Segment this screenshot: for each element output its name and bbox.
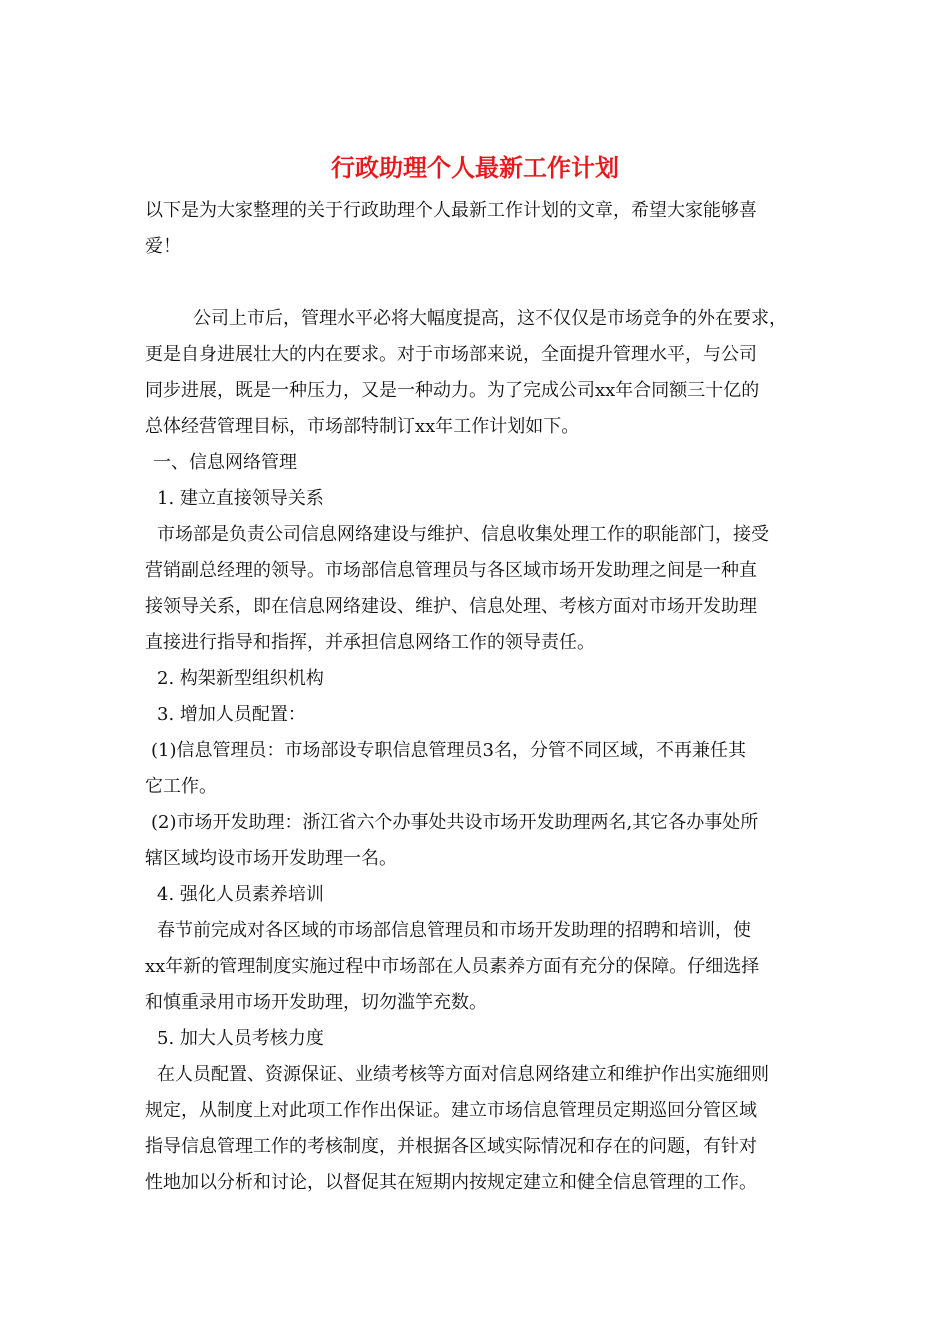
text-line: 辖区域均设市场开发助理一名。	[145, 848, 397, 869]
text-line: 春节前完成对各区域的市场部信息管理员和市场开发助理的招聘和培训，使	[157, 920, 751, 941]
item-4-heading: 4. 强化人员素养培训	[157, 884, 324, 905]
item-3-heading: 3. 增加人员配置：	[157, 704, 306, 725]
text-line: 总体经营管理目标，市场部特制订xx年工作计划如下。	[145, 416, 580, 437]
text-line: xx年新的管理制度实施过程中市场部在人员素养方面有充分的保障。仔细选择	[145, 956, 760, 977]
text-line: 直接进行指导和指挥，并承担信息网络工作的领导责任。	[145, 632, 595, 653]
section-heading-1: 一、信息网络管理	[153, 452, 297, 473]
item-5-text	[145, 1057, 815, 1201]
text-line: 性地加以分析和讨论，以督促其在短期内按规定建立和健全信息管理的工作。	[145, 1172, 757, 1193]
text-line: 营销副总经理的领导。市场部信息管理员与各区域市场开发助理之间是一种直	[145, 560, 757, 581]
item-1-heading: 1. 建立直接领导关系	[157, 488, 324, 509]
text-line: (2)市场开发助理：浙江省六个办事处共设市场开发助理两名,其它各办事处所	[151, 812, 759, 833]
text-line: 更是自身进展壮大的内在要求。对于市场部来说，全面提升管理水平，与公司	[145, 344, 757, 365]
text-line: 接领导关系，即在信息网络建设、维护、信息处理、考核方面对市场开发助理	[145, 596, 757, 617]
text-line: 指导信息管理工作的考核制度，并根据各区域实际情况和存在的问题，有针对	[145, 1136, 757, 1157]
paragraph-1	[145, 301, 815, 445]
text-line: 以下是为大家整理的关于行政助理个人最新工作计划的文章，希望大家能够喜	[145, 200, 757, 221]
text-line: 它工作。	[145, 776, 217, 797]
text-line: 同步进展，既是一种压力，又是一种动力。为了完成公司xx年合同额三十亿的	[145, 380, 760, 401]
document-body	[145, 193, 815, 1201]
text-line: 和慎重录用市场开发助理，切勿滥竽充数。	[145, 992, 487, 1013]
text-line: 公司上市后，管理水平必将大幅度提高，这不仅仅是市场竞争的外在要求，	[193, 308, 787, 329]
text-line: 市场部是负责公司信息网络建设与维护、信息收集处理工作的职能部门，接受	[157, 524, 769, 545]
text-line: 规定，从制度上对此项工作作出保证。建立市场信息管理员定期巡回分管区域	[145, 1100, 757, 1121]
item-3-sub-2	[145, 805, 815, 877]
intro-paragraph	[145, 193, 815, 265]
text-line: 在人员配置、资源保证、业绩考核等方面对信息网络建立和维护作出实施细则	[157, 1064, 769, 1085]
item-1-text	[145, 517, 815, 661]
item-2-heading: 2. 构架新型组织机构	[157, 668, 324, 689]
blank-line	[145, 265, 815, 301]
document-title: 行政助理个人最新工作计划	[331, 153, 619, 182]
item-4-text	[145, 913, 815, 1021]
text-line: 爱！	[145, 236, 181, 257]
item-3-sub-1	[145, 733, 815, 805]
text-line: (1)信息管理员：市场部设专职信息管理员3名，分管不同区域，不再兼任其	[151, 740, 746, 761]
item-5-heading: 5. 加大人员考核力度	[157, 1028, 324, 1049]
